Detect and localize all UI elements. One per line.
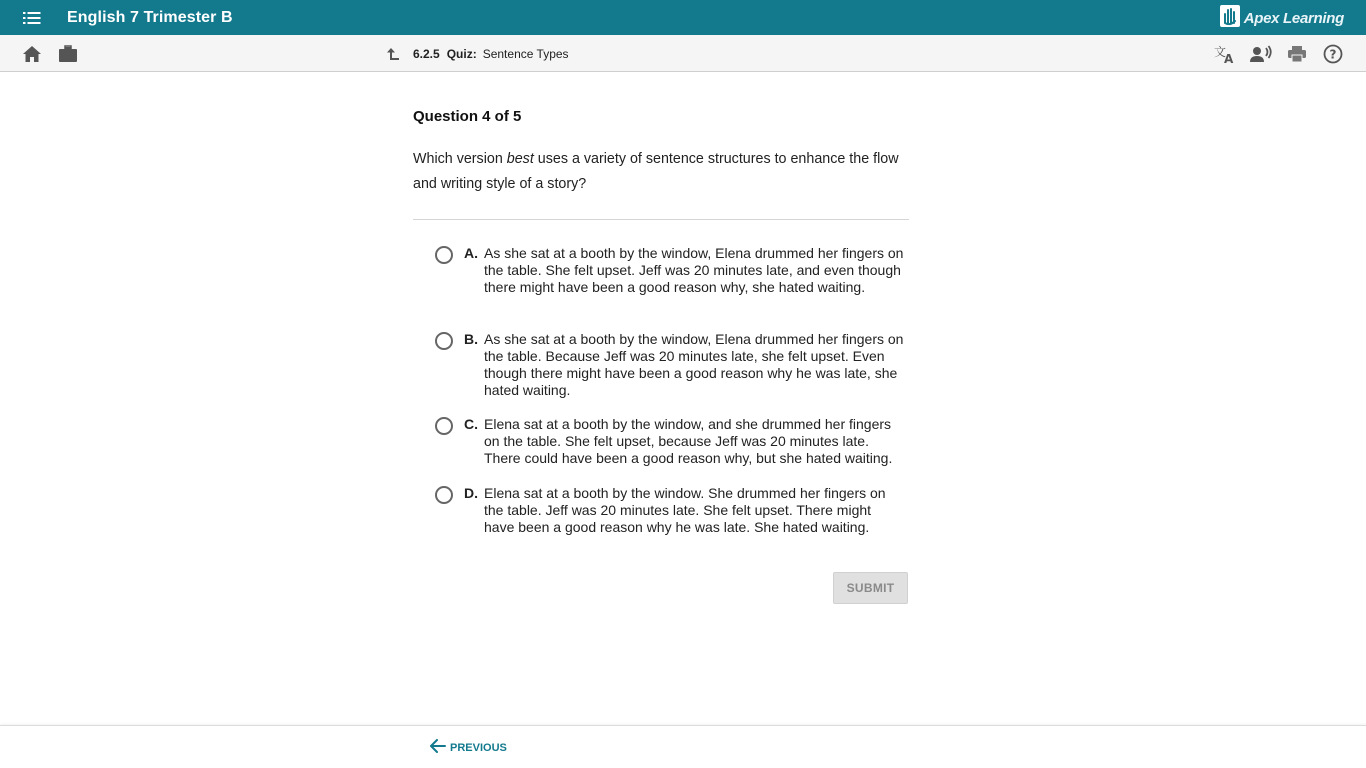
choice-text: As she sat at a booth by the window, Elena drummed her fingers on the table. She felt upset. Jeff was 20 minutes late, and even though there might have been a good reason why, she hated waiting. [484,245,904,295]
briefcase-icon[interactable] [57,43,79,65]
answer-choice-b[interactable] [435,331,905,399]
brand-logo [1220,6,1344,30]
toolbar [0,35,1366,72]
submit-button[interactable]: SUBMIT [833,572,908,604]
radio-button[interactable] [435,486,453,504]
help-icon[interactable] [1322,43,1344,65]
svg-text:文: 文 [1214,45,1227,59]
up-arrow-icon[interactable] [383,44,403,64]
question-prompt [413,147,909,197]
translate-icon[interactable] [1214,43,1236,65]
menu-list-icon[interactable] [22,9,42,27]
activity-type: Quiz: [446,47,477,61]
choice-text: As she sat at a booth by the window, Elena drummed her fingers on the table. Because Jeff was 20 minutes late, she felt upset. Even though there might have been a good reason why he was late, she hated waiting. [484,331,904,398]
choice-text: Elena sat at a booth by the window. She drummed her fingers on the table. Jeff was 20 minutes late. She felt upset. There might have been a good reason why he was late. She hated waiting. [484,485,886,535]
breadcrumb [383,44,569,64]
svg-text:?: ? [1329,47,1337,62]
read-aloud-icon[interactable] [1250,43,1272,65]
home-icon[interactable] [21,43,43,65]
print-icon[interactable] [1286,43,1308,65]
divider [413,219,909,220]
previous-label: PREVIOUS [450,741,507,754]
choice-letter: B. [464,331,478,347]
question-heading: Question 4 of 5 [413,108,522,125]
svg-text:A: A [1224,52,1234,64]
top-bar [0,0,1366,35]
radio-button[interactable] [435,246,453,264]
prompt-text-before: Which version [413,151,507,167]
lesson-number: 6.2.5 [413,47,440,61]
choice-letter: D. [464,485,478,501]
choice-text: Elena sat at a booth by the window, and she drummed her fingers on the table. She felt upset, because Jeff was 20 minutes late. There could have been a good reason why, but she hated waiting. [484,416,893,466]
footer-nav [0,725,1366,768]
activity-title: Sentence Types [482,47,569,61]
course-title: English 7 Trimester B [67,9,233,26]
answer-choice-c[interactable] [435,416,905,467]
brand-name: Apex Learning [1243,9,1344,27]
prompt-text-after: uses a variety of sentence structures to enhance the flow and writing style of a story? [413,151,899,192]
prompt-emphasis: best [506,151,534,167]
previous-button[interactable] [430,739,507,756]
radio-button[interactable] [435,332,453,350]
answer-choice-d[interactable] [435,485,905,536]
choice-letter: C. [464,416,478,432]
answer-choice-a[interactable] [435,245,905,296]
choice-letter: A. [464,245,478,261]
arrow-left-icon [430,739,446,756]
apex-hand-icon [1220,5,1240,31]
radio-button[interactable] [435,417,453,435]
